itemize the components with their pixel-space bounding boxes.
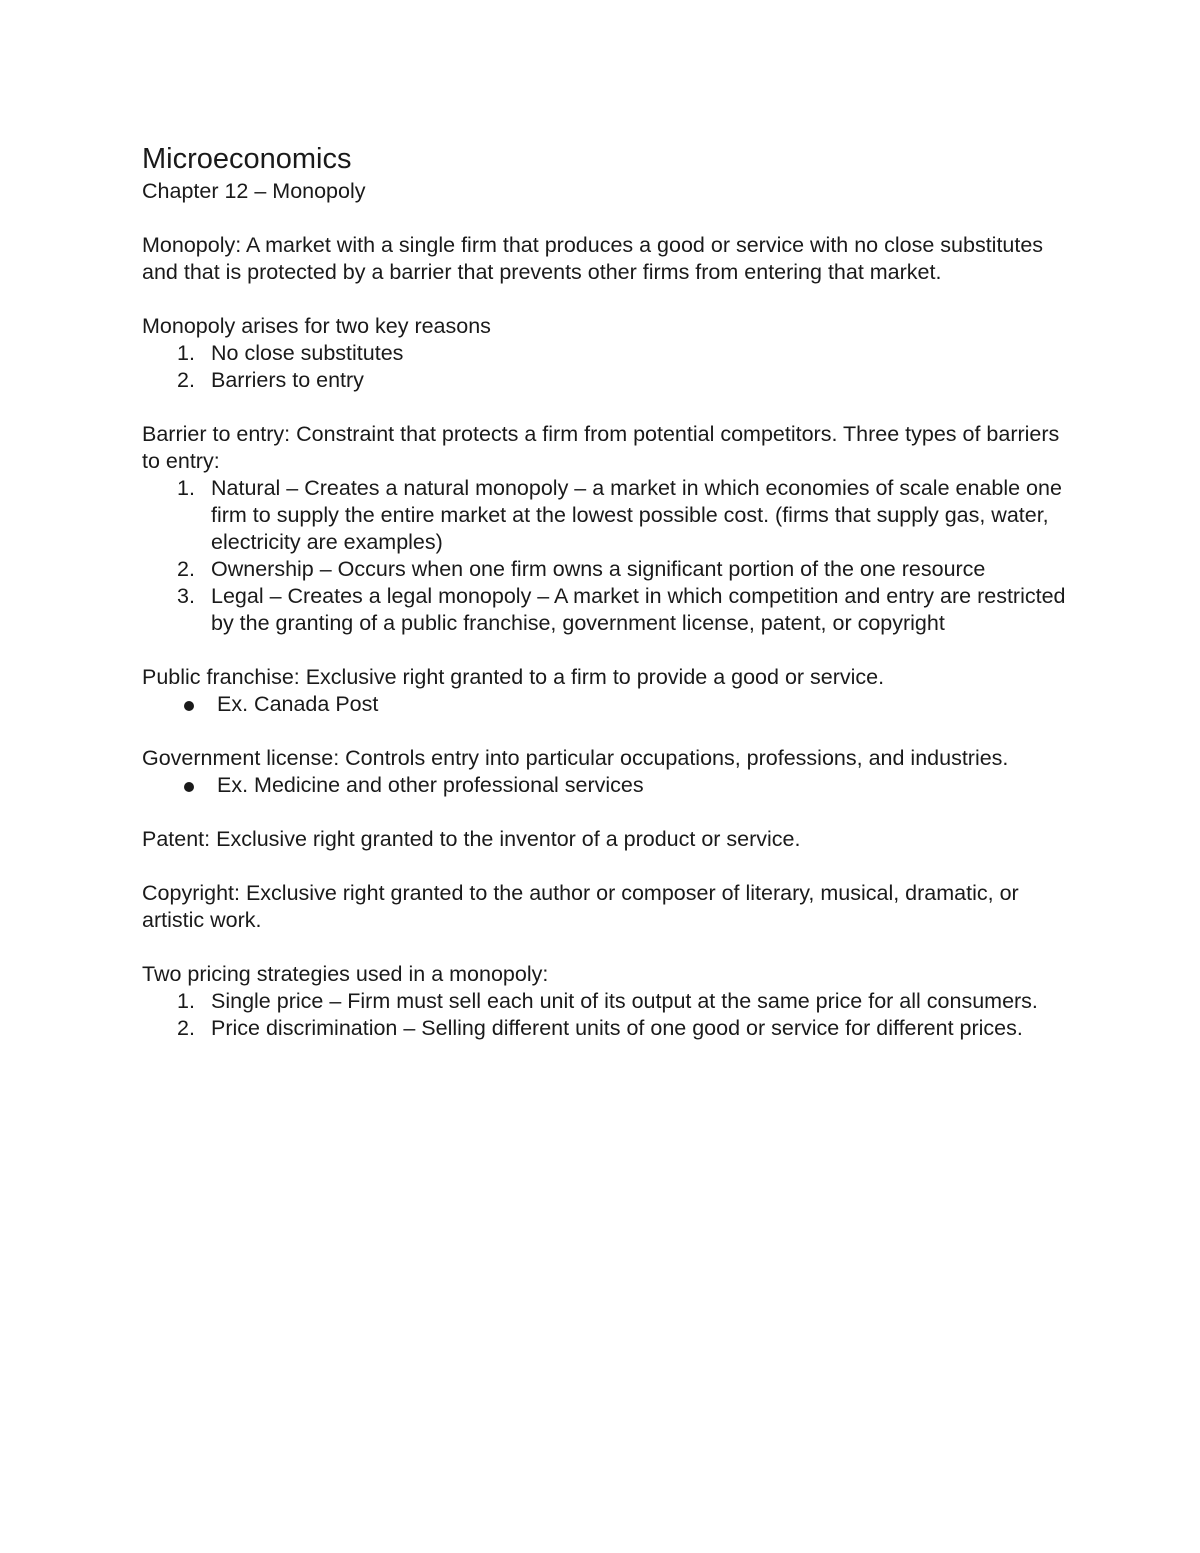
public-franchise-definition: Public franchise: Exclusive right granted to a firm to provide a good or service.	[142, 665, 885, 689]
list-item	[142, 367, 1072, 394]
monopoly-definition-section	[142, 232, 1072, 286]
list-item-text: No close substitutes	[211, 341, 404, 365]
list-number: 3.	[177, 584, 195, 608]
copyright-section	[142, 880, 1072, 934]
list-item-text: Ex. Medicine and other professional services	[217, 773, 644, 797]
government-license-section	[142, 745, 1072, 799]
list-item-text: Ex. Canada Post	[217, 692, 379, 716]
bullet-icon	[184, 782, 194, 792]
public-franchise-examples	[142, 691, 1072, 718]
list-number: 1.	[177, 341, 195, 365]
list-number: 1.	[177, 476, 195, 500]
patent-section	[142, 826, 1072, 853]
list-number: 2.	[177, 368, 195, 392]
list-item-text: Single price – Firm must sell each unit of its output at the same price for all consumers.	[211, 989, 1038, 1013]
pricing-section	[142, 961, 1072, 1042]
list-item-text: Ownership – Occurs when one firm owns a significant portion of the one resource	[211, 557, 986, 581]
list-item-text: Barriers to entry	[211, 368, 364, 392]
list-number: 2.	[177, 557, 195, 581]
list-item	[142, 583, 1072, 637]
list-item	[142, 475, 1072, 556]
list-item-text: Price discrimination – Selling different units of one good or service for different prices.	[211, 1016, 1023, 1040]
barriers-intro: Barrier to entry: Constraint that protects a firm from potential competitors. Three types of barriers to entry:	[142, 422, 1060, 473]
document-page	[142, 140, 1072, 1069]
patent-definition: Patent: Exclusive right granted to the inventor of a product or service.	[142, 827, 801, 851]
list-item	[142, 691, 1072, 718]
barriers-section	[142, 421, 1072, 637]
list-item-text: Natural – Creates a natural monopoly – a market in which economies of scale enable one firm to supply the entire market at the lowest possible cost. (firms that supply gas, water, electricity are examples)	[211, 476, 1062, 554]
list-item	[142, 340, 1072, 367]
government-license-examples	[142, 772, 1072, 799]
list-item	[142, 772, 1072, 799]
list-item-text: Legal – Creates a legal monopoly – A market in which competition and entry are restricted by the granting of a public franchise, government license, patent, or copyright	[211, 584, 1066, 635]
monopoly-definition: Monopoly: A market with a single firm that produces a good or service with no close substitutes and that is protected by a barrier that prevents other firms from entering that market.	[142, 233, 1044, 284]
copyright-definition: Copyright: Exclusive right granted to the author or composer of literary, musical, dramatic, or artistic work.	[142, 881, 1019, 932]
public-franchise-section	[142, 664, 1072, 718]
chapter-subtitle: Chapter 12 – Monopoly	[142, 179, 366, 203]
reasons-section	[142, 313, 1072, 394]
list-item	[142, 988, 1072, 1015]
list-number: 1.	[177, 989, 195, 1013]
list-number: 2.	[177, 1016, 195, 1040]
reasons-list	[142, 340, 1072, 394]
document-title: Microeconomics	[142, 143, 352, 175]
list-item	[142, 556, 1072, 583]
barriers-list	[142, 475, 1072, 637]
government-license-definition: Government license: Controls entry into particular occupations, professions, and industries.	[142, 746, 1009, 770]
reasons-intro: Monopoly arises for two key reasons	[142, 314, 491, 338]
pricing-intro: Two pricing strategies used in a monopoly:	[142, 962, 549, 986]
list-item	[142, 1015, 1072, 1042]
bullet-icon	[184, 701, 194, 711]
pricing-list	[142, 988, 1072, 1042]
